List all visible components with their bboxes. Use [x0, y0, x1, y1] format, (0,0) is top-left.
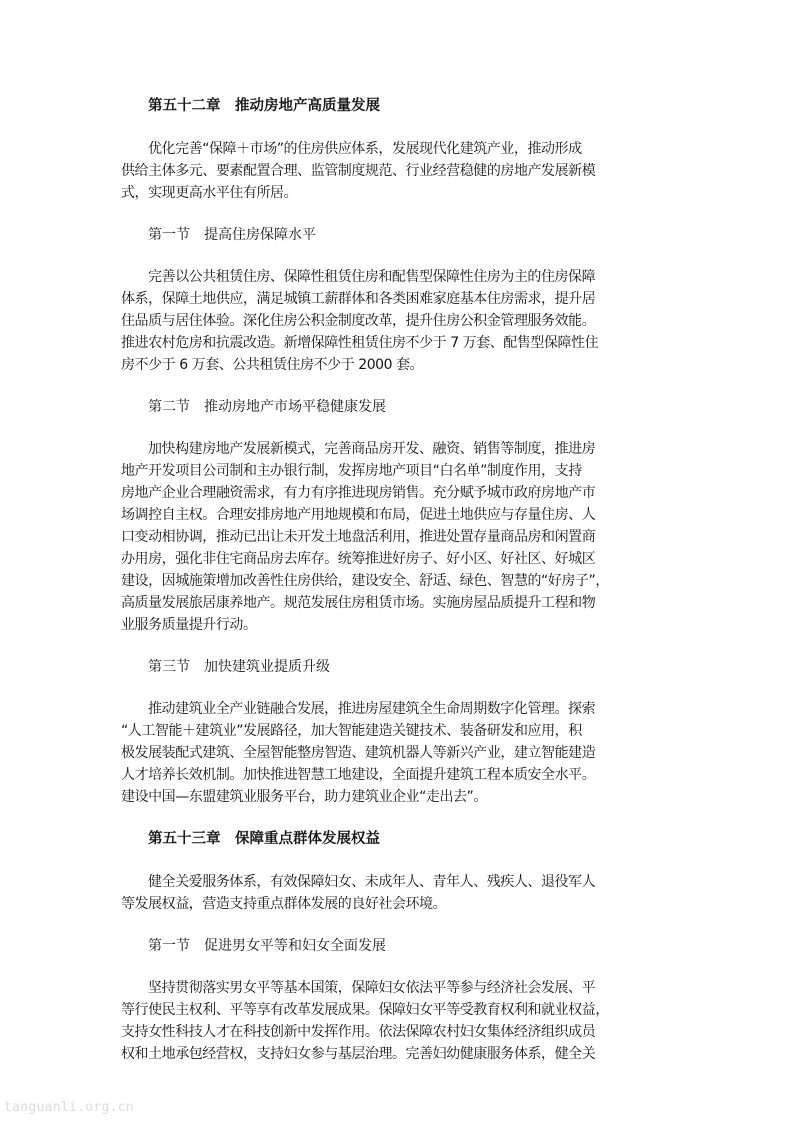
text-line: 支持女性科技人才在科技创新中发挥作用。依法保障农村妇女集体经济组织成员 [121, 1024, 596, 1040]
text-line: 供给主体多元、要素配置合理、监管制度规范、行业经营稳健的房地产发展新模 [121, 163, 596, 179]
text-line: 建设中国—东盟建筑业服务平台，助力建筑业企业“走出去”。 [121, 789, 487, 805]
section-3-title: 第三节 加快建筑业提质升级 [148, 659, 330, 675]
chapter-52-intro [121, 138, 681, 204]
text-line: 高质量发展旅居康养地产。规范发展住房租赁市场。实施房屋品质提升工程和物 [121, 595, 596, 611]
text-line: 场调控自主权。合理安排房地产用地规模和布局，促进土地供应与存量住房、人 [121, 507, 596, 523]
watermark: tanguanli.org.cn [4, 1100, 135, 1115]
document-page [121, 95, 681, 1085]
section-2-title: 第二节 推动房地产市场平稳健康发展 [148, 399, 386, 415]
text-line: 加快构建房地产发展新模式，完善商品房开发、融资、销售等制度，推进房 [148, 441, 596, 457]
text-line: 等发展权益，营造支持重点群体发展的良好社会环境。 [121, 896, 447, 912]
text-line: 业服务质量提升行动。 [121, 617, 257, 633]
section-3-body [121, 698, 681, 808]
text-line: 推动建筑业全产业链融合发展，推进房屋建筑全生命周期数字化管理。探索 [148, 701, 596, 717]
text-line: 坚持贯彻落实男女平等基本国策，保障妇女依法平等参与经济社会发展、平 [148, 980, 596, 996]
text-line: 优化完善“保障＋市场”的住房供应体系，发展现代化建筑产业，推动形成 [148, 141, 582, 157]
chapter-53-title: 第五十三章 保障重点群体发展权益 [148, 831, 380, 847]
text-line: 等行使民主权利、平等享有改革发展成果。保障妇女平等受教育权利和就业权益， [121, 1002, 609, 1018]
text-line: 权和土地承包经营权，支持妇女参与基层治理。完善妇幼健康服务体系，健全关 [121, 1046, 596, 1062]
text-line: 推进农村危房和抗震改造。新增保障性租赁住房不少于 7 万套、配售型保障性住 [121, 335, 599, 351]
section-1-title: 第一节 提高住房保障水平 [148, 227, 316, 243]
chapter-52-title: 第五十二章 推动房地产高质量发展 [148, 98, 380, 114]
text-line: 式，实现更高水平住有所居。 [121, 185, 298, 201]
section-1-body [121, 266, 681, 376]
text-line: 房不少于 6 万套、公共租赁住房不少于 2000 套。 [121, 357, 424, 373]
text-line: 人才培养长效机制。加快推进智慧工地建设，全面提升建筑工程本质安全水平。 [121, 767, 596, 783]
chapter-53-section-1-body [121, 977, 681, 1065]
text-line: “人工智能＋建筑业”发展路径，加大智能建造关键技术、装备研发和应用，积 [121, 723, 582, 739]
text-line: 口变动相协调，推动已出让未开发土地盘活利用，推进处置存量商品房和闲置商 [121, 529, 596, 545]
text-line: 极发展装配式建筑、全屋智能整房智造、建筑机器人等新兴产业，建立智能建造 [121, 745, 596, 761]
chapter-53-intro [121, 871, 681, 915]
text-line: 办用房，强化非住宅商品房去库存。统筹推进好房子、好小区、好社区、好城区 [121, 551, 596, 567]
text-line: 完善以公共租赁住房、保障性租赁住房和配售型保障性住房为主的住房保障 [148, 269, 596, 285]
text-line: 体系，保障土地供应，满足城镇工薪群体和各类困难家庭基本住房需求，提升居 [121, 291, 596, 307]
text-line: 建设，因城施策增加改善性住房供给，建设安全、舒适、绿色、智慧的“好房子”， [121, 573, 609, 589]
text-line: 地产开发项目公司制和主办银行制，发挥房地产项目“白名单”制度作用，支持 [121, 463, 582, 479]
text-line: 住品质与居住体验。深化住房公积金制度改革，提升住房公积金管理服务效能。 [121, 313, 596, 329]
chapter-53-section-1-title: 第一节 促进男女平等和妇女全面发展 [148, 938, 386, 954]
text-line: 房地产企业合理融资需求，有力有序推进现房销售。充分赋予城市政府房地产市 [121, 485, 596, 501]
section-2-body [121, 438, 681, 636]
text-line: 健全关爱服务体系，有效保障妇女、未成年人、青年人、残疾人、退役军人 [148, 874, 596, 890]
